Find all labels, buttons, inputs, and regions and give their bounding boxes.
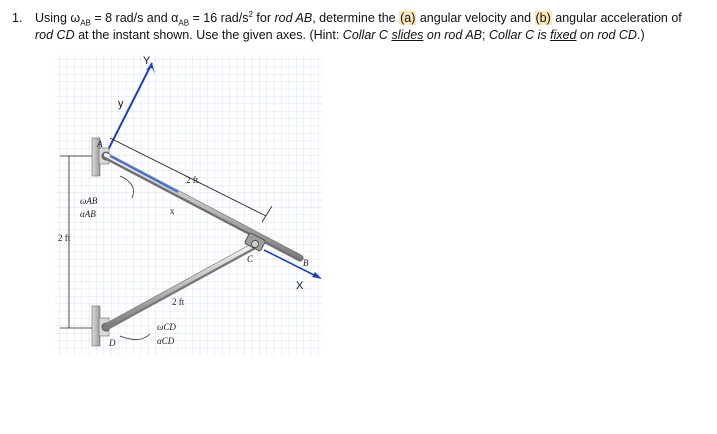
problem-line-1: Using $\omega_{AB} = 8$ rad/s and $\alpha_{AB} = 16$ rad/$s^2$ for rod AB, determine the (a) angular velocity and (b) angular acceleration of xyxy=(35,9,682,28)
label-B: B xyxy=(303,258,309,268)
label-len-left: 2 ft xyxy=(58,233,71,243)
label-len-ab: 2 ft xyxy=(186,175,199,185)
label-alpha-cd: αCD xyxy=(157,336,175,346)
label-A: A xyxy=(97,139,103,149)
label-len-cd: 2 ft xyxy=(172,297,185,307)
label-alpha-ab: αAB xyxy=(80,209,96,219)
label-omega-ab: ωAB xyxy=(80,196,98,206)
problem-line-2: rod CD at the instant shown. Use the given axes. (Hint: Collar C slides on rod AB; Collar C is fixed on rod CD.) xyxy=(35,28,645,42)
part-b-label: (b) xyxy=(535,11,551,25)
label-X-global: X xyxy=(296,280,304,292)
rod-cd-text: rod CD xyxy=(35,28,75,42)
label-y-local: y xyxy=(118,98,124,110)
slides-word: slides xyxy=(391,28,424,42)
collar-c-pin xyxy=(252,241,259,248)
label-x-local: x xyxy=(170,206,175,216)
label-omega-cd: ωCD xyxy=(157,322,176,332)
problem-number: 1. xyxy=(12,11,23,25)
fixed-word: fixed xyxy=(550,28,577,42)
label-Y-global: Y xyxy=(143,55,151,67)
label-D: D xyxy=(109,338,116,348)
label-C: C xyxy=(247,254,254,264)
rod-ab-text: rod AB xyxy=(274,11,313,25)
part-a-label: (a) xyxy=(400,11,416,25)
